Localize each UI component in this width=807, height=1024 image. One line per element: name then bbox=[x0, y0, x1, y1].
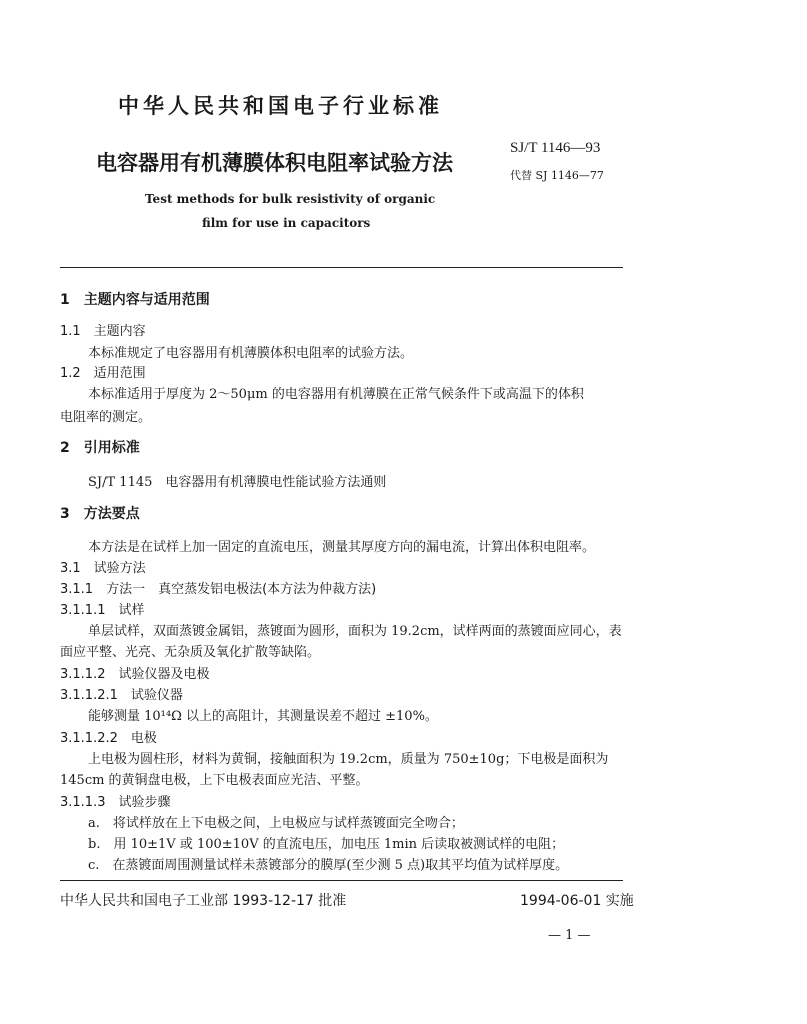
document-title: 电容器用有机薄膜体积电阻率试验方法 bbox=[96, 151, 453, 175]
english-title-line2: film for use in capacitors bbox=[202, 216, 371, 230]
specimen-text-line1: 单层试样，双面蒸镀金属铝，蒸镀面为圆形，面积为 19.2cm，试样两面的蒸镀面应同心，表 bbox=[88, 624, 622, 639]
english-title-line1: Test methods for bulk resistivity of organic bbox=[145, 192, 436, 206]
implementation-date: 1994-06-01 实施 bbox=[520, 893, 634, 909]
section-3-1-1-3-heading: 3.1.1.3 试验步骤 bbox=[60, 795, 171, 810]
page-number: — 1 — bbox=[548, 928, 591, 943]
section-3-1-1-2-1-heading: 3.1.1.2.1 试验仪器 bbox=[60, 688, 183, 703]
footer-divider bbox=[60, 880, 623, 881]
section-3-1-1-heading: 3.1.1 方法一 真空蒸发铝电极法(本方法为仲裁方法) bbox=[60, 582, 377, 597]
instrument-text: 能够测量 10¹⁴Ω 以上的高阻计，其测量误差不超过 ±10%。 bbox=[88, 709, 438, 724]
standard-code: SJ/T 1146—93 bbox=[510, 140, 601, 156]
header-divider bbox=[60, 267, 623, 268]
section-3-1-heading: 3.1 试验方法 bbox=[60, 561, 146, 576]
step-a: a. 将试样放在上下电极之间，上电极应与试样蒸镀面完全吻合； bbox=[88, 816, 464, 831]
step-c: c. 在蒸镀面周围测量试样未蒸镀部分的膜厚(至少测 5 点)取其平均值为试样厚度。 bbox=[88, 858, 569, 873]
section-2-heading: 2 引用标准 bbox=[60, 440, 140, 456]
replaces-code: 代替 SJ 1146—77 bbox=[510, 169, 604, 182]
section-1-1-text: 本标准规定了电容器用有机薄膜体积电阻率的试验方法。 bbox=[88, 346, 414, 361]
section-2-reference: SJ/T 1145 电容器用有机薄膜电性能试验方法通则 bbox=[88, 475, 387, 490]
section-1-1-heading: 1.1 主题内容 bbox=[60, 324, 146, 339]
step-b: b. 用 10±1V 或 100±10V 的直流电压，加电压 1min 后读取被测试样的电阻； bbox=[88, 837, 565, 852]
section-3-1-1-1-heading: 3.1.1.1 试样 bbox=[60, 603, 145, 618]
approval-info: 中华人民共和国电子工业部 1993-12-17 批准 bbox=[60, 893, 347, 909]
org-title: 中华人民共和国电子行业标准 bbox=[118, 94, 443, 118]
section-3-1-1-2-heading: 3.1.1.2 试验仪器及电极 bbox=[60, 667, 210, 682]
section-3-text: 本方法是在试样上加一固定的直流电压，测量其厚度方向的漏电流，计算出体积电阻率。 bbox=[88, 540, 596, 555]
section-3-1-1-2-2-heading: 3.1.1.2.2 电极 bbox=[60, 731, 157, 746]
section-1-heading: 1 主题内容与适用范围 bbox=[60, 292, 210, 308]
section-1-2-text-line2: 电阻率的测定。 bbox=[60, 410, 152, 425]
electrode-text-line2: 145cm 的黄铜盘电极，上下电极表面应光洁、平整。 bbox=[60, 773, 369, 788]
section-1-2-heading: 1.2 适用范围 bbox=[60, 366, 146, 381]
specimen-text-line2: 面应平整、光亮、无杂质及氧化扩散等缺陷。 bbox=[60, 645, 321, 660]
section-3-heading: 3 方法要点 bbox=[60, 506, 140, 522]
section-1-2-text-line1: 本标准适用于厚度为 2～50μm 的电容器用有机薄膜在正常气候条件下或高温下的体积 bbox=[88, 387, 584, 402]
electrode-text-line1: 上电极为圆柱形，材料为黄铜，接触面积为 19.2cm，质量为 750±10g；下电极是面积为 bbox=[88, 752, 609, 767]
